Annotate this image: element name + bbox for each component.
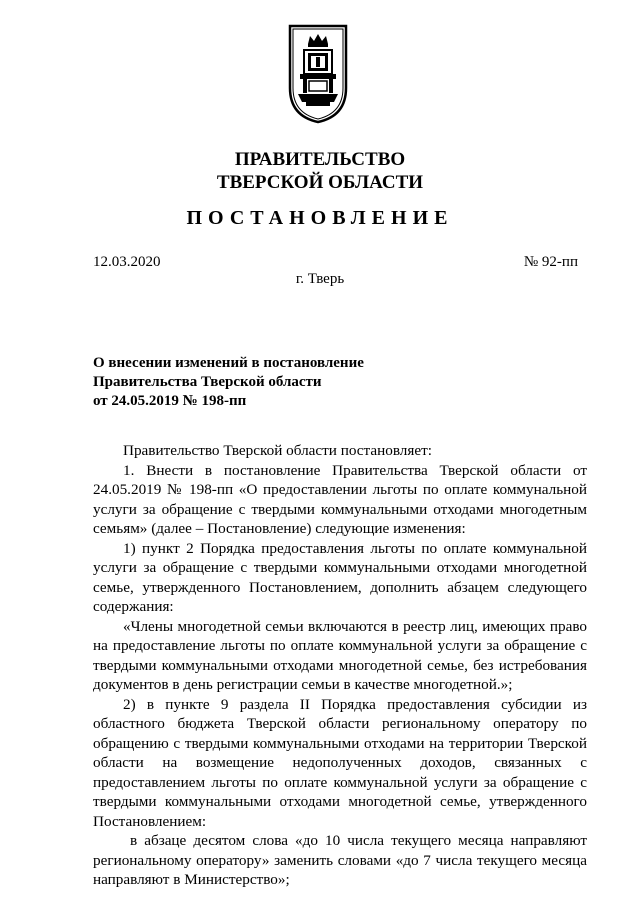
- document-number: № 92-пп: [523, 254, 578, 270]
- document-city: г. Тверь: [295, 271, 345, 287]
- subject-line: Правительства Тверской области: [93, 374, 322, 390]
- document-subject: [93, 354, 413, 411]
- document-date: 12.03.2020: [93, 254, 161, 270]
- body-paragraph: «Члены многодетной семьи включаются в реестр лиц, имеющих право на предоставление льготы по оплате коммунальной услуги за обращение с твердыми коммунальными отходами многодетной семье, без истребования документов в день регистрации семьи в качестве многодетной.»;: [93, 617, 587, 693]
- subject-line: О внесении изменений в постановление: [93, 355, 364, 371]
- subject-line: от 24.05.2019 № 198-пп: [93, 393, 247, 409]
- body-paragraph: 2) в пункте 9 раздела II Порядка предоставления субсидии из областного бюджета Тверской области региональному оператору по обращению с твердыми коммунальными отходами на территории Тверской области на возмещение недополученных доходов, связанных с предоставлением льготы по оплате коммунальной услуги за обращение с твердыми коммунальными отходами многодетной семье, утвержденного Постановлением:: [93, 695, 587, 830]
- organization-name-line2: ТВЕРСКОЙ ОБЛАСТИ: [216, 172, 424, 193]
- organization-name-line1: ПРАВИТЕЛЬСТВО: [234, 149, 406, 170]
- body-paragraph: в абзаце десятом слова «до 10 числа текущего месяца направляют региональному оператору» заменить словами «до 7 числа текущего месяца направляют в Министерство»;: [93, 832, 587, 888]
- body-paragraph: 1) пункт 2 Порядка предоставления льготы по оплате коммунальной услуги за обращение с твердыми коммунальными отходами многодетной семье, утвержденного Постановлением, дополнить абзацем следующего содержания:: [93, 539, 587, 615]
- body-paragraph: 1. Внести в постановление Правительства Тверской области от 24.05.2019 № 198-пп «О предоставлении льготы по оплате коммунальной услуги за обращение с твердыми коммунальными отходами многодетным семьям» (далее – Постановление) следующие изменения:: [93, 461, 587, 537]
- document-type-title: ПОСТАНОВЛЕНИЕ: [186, 207, 454, 229]
- body-paragraph: Правительство Тверской области постановляет:: [123, 442, 432, 459]
- tver-coat-of-arms-icon: [286, 22, 350, 126]
- document-body: [93, 441, 587, 890]
